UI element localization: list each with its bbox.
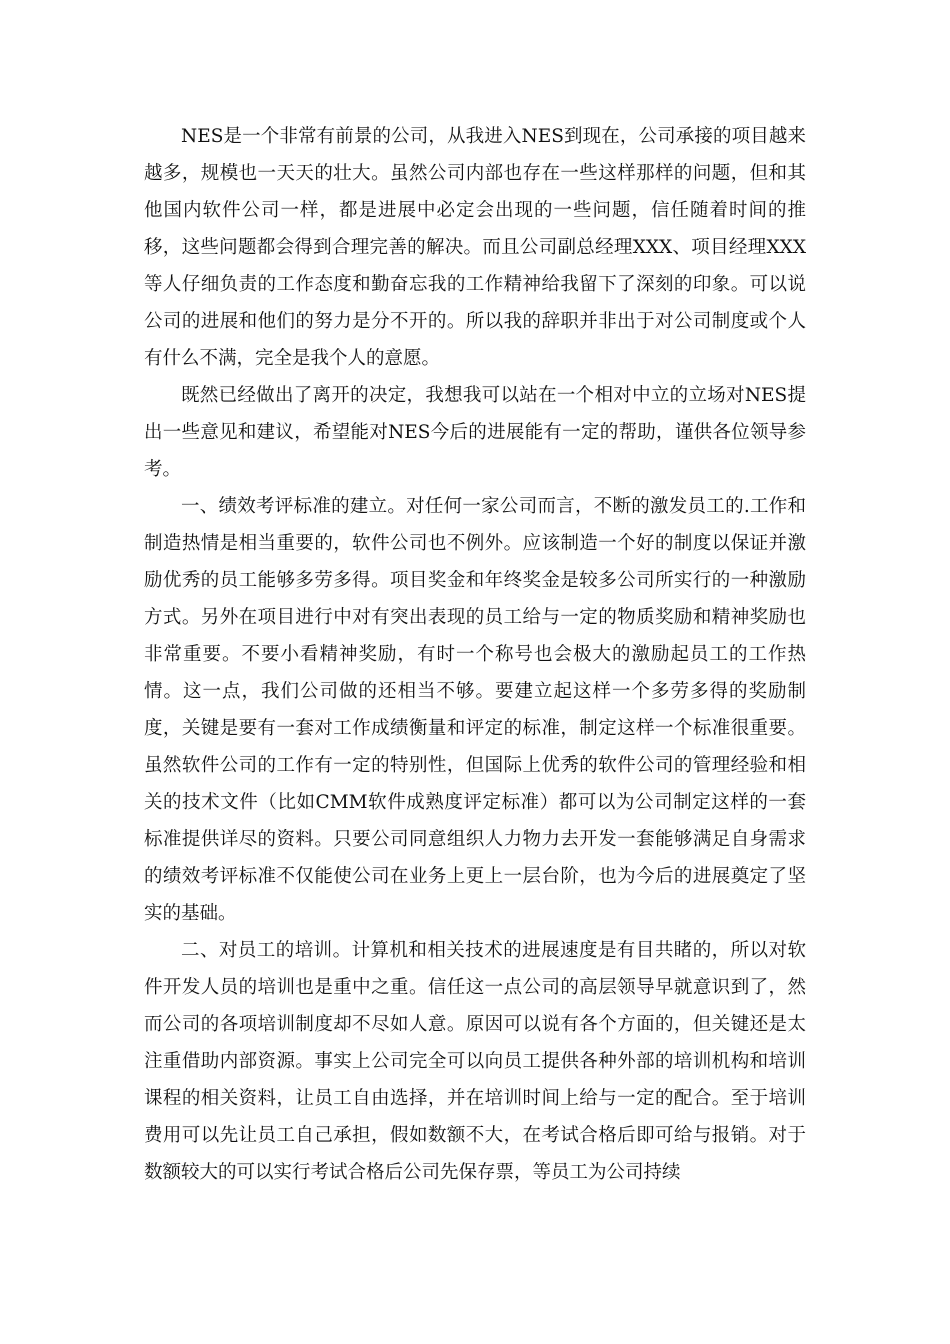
document-body [144, 118, 806, 1191]
paragraph-performance-evaluation: 一、绩效考评标准的建立。对任何一家公司而言，不断的激发员工的.工作和制造热情是相当重要的，软件公司也不例外。应该制造一个好的制度以保证并激励优秀的员工能够多劳多得。项目奖金和年终奖金是较多公司所实行的一种激励方式。另外在项目进行中对有突出表现的员工给与一定的物质奖励和精神奖励也非常重要。不要小看精神奖励，有时一个称号也会极大的激励起员工的工作热情。这一点，我们公司做的还相当不够。要建立起这样一个多劳多得的奖励制度，关键是要有一套对工作成绩衡量和评定的标准，制定这样一个标准很重要。虽然软件公司的工作有一定的特别性，但国际上优秀的软件公司的管理经验和相关的技术文件（比如CMM软件成熟度评定标准）都可以为公司制定这样的一套标准提供详尽的资料。只要公司同意组织人力物力去开发一套能够满足自身需求的绩效考评标准不仅能使公司在业务上更上一层台阶，也为今后的进展奠定了坚实的基础。 [144, 496, 806, 924]
paragraph-intro: NES是一个非常有前景的公司，从我进入NES到现在，公司承接的项目越来越多，规模也一天天的壮大。虽然公司内部也存在一些这样那样的问题，但和其他国内软件公司一样，都是进展中必定会出现的一些问题，信任随着时间的推移，这些问题都会得到合理完善的解决。而且公司副总经理XXX、项目经理XXX等人仔细负责的工作态度和勤奋忘我的工作精神给我留下了深刻的印象。可以说公司的进展和他们的努力是分不开的。所以我的辞职并非出于对公司制度或个人有什么不满，完全是我个人的意愿。 [144, 126, 806, 369]
paragraph-suggestions-intro: 既然已经做出了离开的决定，我想我可以站在一个相对中立的立场对NES提出一些意见和建议，希望能对NES今后的进展能有一定的帮助，谨供各位领导参考。 [144, 385, 806, 480]
paragraph-employee-training: 二、对员工的培训。计算机和相关技术的进展速度是有目共睹的，所以对软件开发人员的培训也是重中之重。信任这一点公司的高层领导早就意识到了，然而公司的各项培训制度却不尽如人意。原因可以说有各个方面的，但关键还是太注重借助内部资源。事实上公司完全可以向员工提供各种外部的培训机构和培训课程的相关资料，让员工自由选择，并在培训时间上给与一定的配合。至于培训费用可以先让员工自己承担，假如数额不大，在考试合格后即可给与报销。对于数额较大的可以实行考试合格后公司先保存票，等员工为公司持续 [144, 940, 806, 1183]
